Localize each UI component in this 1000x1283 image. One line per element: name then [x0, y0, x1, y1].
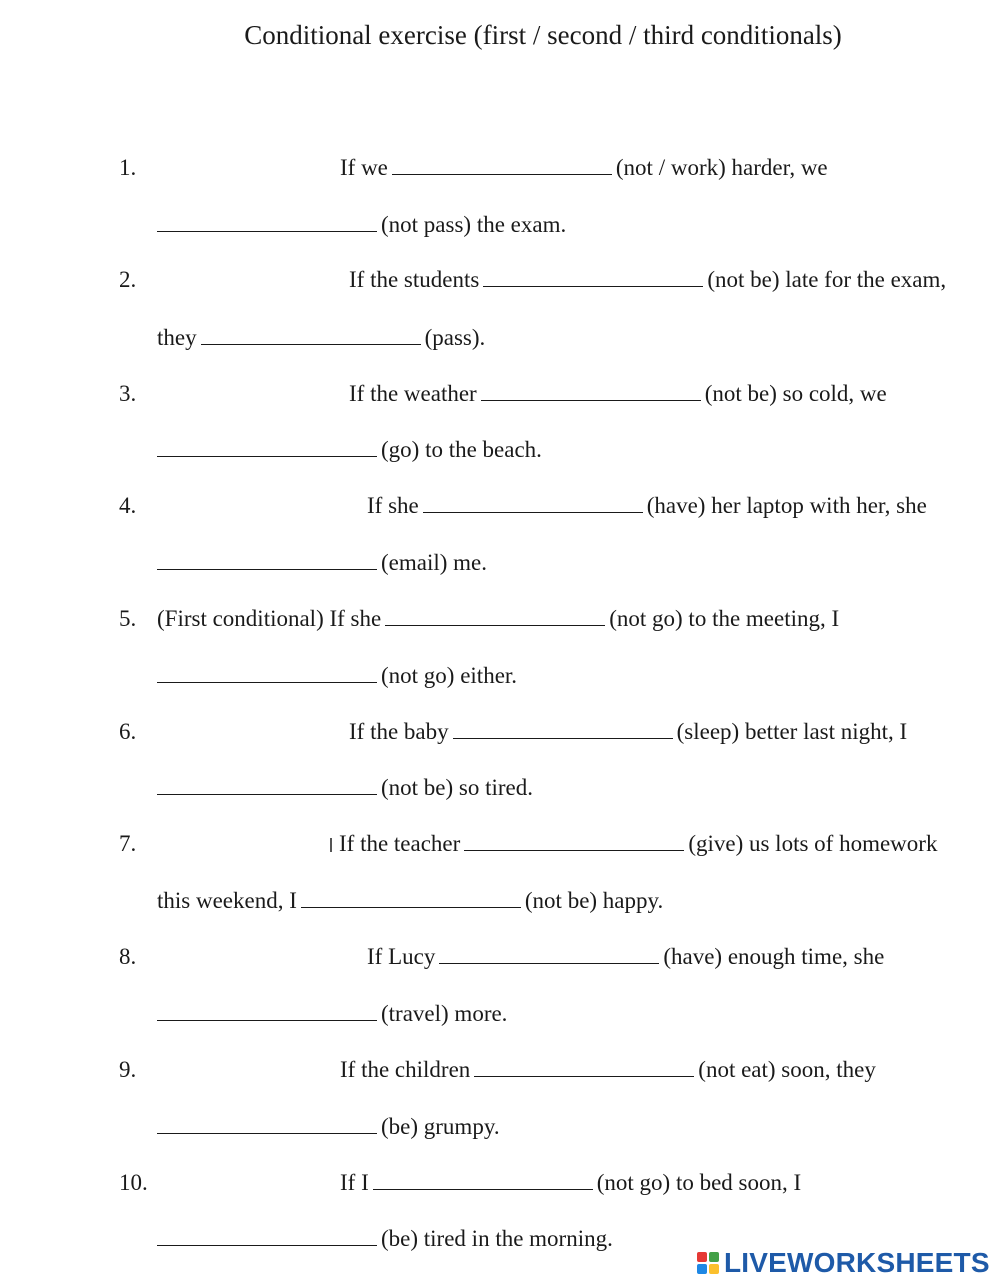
hint-text: (not go) either. [381, 663, 518, 688]
hint-text: (not be) so cold, we [704, 381, 887, 406]
logo-square [697, 1264, 707, 1274]
answer-blank[interactable] [373, 1166, 593, 1190]
answer-blank[interactable] [157, 771, 377, 795]
hint-text: (have) her laptop with her, she [646, 493, 927, 518]
brand-label: LIVEWORKSHEETS [724, 1247, 990, 1278]
answer-blank[interactable] [453, 715, 673, 739]
item-line-1 [157, 602, 839, 636]
prompt-text: If we [340, 155, 388, 180]
item-line-1 [330, 827, 937, 861]
item-line-2 [157, 659, 517, 693]
item-number: 2. [119, 267, 137, 292]
logo-square [709, 1264, 719, 1274]
item-line-1 [349, 263, 946, 297]
hint-text: (not pass) the exam. [381, 212, 567, 237]
logo-square [697, 1252, 707, 1262]
hint-text: (not be) so tired. [381, 775, 534, 800]
item-line-2 [157, 884, 663, 918]
item-line-1 [367, 489, 927, 523]
item-number: 1. [119, 155, 137, 180]
prompt-text: If the teacher [339, 831, 461, 856]
item-line-1 [340, 1053, 876, 1087]
page-title: Conditional exercise (first / second / third conditionals) [244, 20, 842, 50]
answer-blank[interactable] [464, 827, 684, 851]
answer-blank[interactable] [385, 602, 605, 626]
item-line-2 [157, 1222, 613, 1256]
hint-text: (not be) late for the exam, [707, 267, 947, 292]
item-line-2 [157, 546, 487, 580]
answer-blank[interactable] [474, 1053, 694, 1077]
item-number: 10. [119, 1170, 148, 1195]
prompt-text: (First conditional) If she [157, 606, 382, 631]
item-number: 6. [119, 719, 137, 744]
hint-text: (give) us lots of homework [688, 831, 938, 856]
answer-blank[interactable] [392, 151, 612, 175]
answer-blank[interactable] [157, 1222, 377, 1246]
hint-text: (sleep) better last night, I [676, 719, 908, 744]
item-number: 9. [119, 1057, 137, 1082]
prompt-text: If the baby [349, 719, 449, 744]
item-line-2 [157, 997, 507, 1031]
hint-text: (have) enough time, she [663, 944, 885, 969]
answer-blank[interactable] [157, 546, 377, 570]
prompt-text: they [157, 325, 197, 350]
item-number: 4. [119, 493, 137, 518]
answer-blank[interactable] [157, 208, 377, 232]
item-number: 5. [119, 606, 137, 631]
liveworksheets-icon [697, 1252, 719, 1274]
answer-blank[interactable] [157, 659, 377, 683]
hint-text: (not be) happy. [524, 888, 664, 913]
item-number: 7. [119, 831, 137, 856]
hint-text: (not / work) harder, we [615, 155, 828, 180]
item-line-1 [349, 715, 907, 749]
hint-text: (email) me. [381, 550, 488, 575]
item-line-1 [340, 151, 828, 185]
prompt-text: If I [340, 1170, 369, 1195]
logo-square [709, 1252, 719, 1262]
prompt-text: If Lucy [367, 944, 436, 969]
hint-text: (be) grumpy. [381, 1114, 500, 1139]
hint-text: (be) tired in the morning. [381, 1226, 613, 1251]
stray-mark [330, 838, 332, 852]
prompt-text: this weekend, I [157, 888, 297, 913]
prompt-text: If the children [340, 1057, 471, 1082]
item-number: 8. [119, 944, 137, 969]
item-line-2 [157, 771, 533, 805]
hint-text: (go) to the beach. [381, 437, 542, 462]
liveworksheets-logo[interactable] [697, 1248, 990, 1278]
item-number: 3. [119, 381, 137, 406]
answer-blank[interactable] [481, 377, 701, 401]
item-line-1 [340, 1166, 801, 1200]
answer-blank[interactable] [483, 263, 703, 287]
item-line-2 [157, 321, 485, 355]
answer-blank[interactable] [423, 489, 643, 513]
prompt-text: If she [367, 493, 419, 518]
item-line-2 [157, 433, 542, 467]
hint-text: (not eat) soon, they [698, 1057, 876, 1082]
prompt-text: If the students [349, 267, 480, 292]
answer-blank[interactable] [157, 997, 377, 1021]
hint-text: (not go) to the meeting, I [609, 606, 840, 631]
answer-blank[interactable] [201, 321, 421, 345]
answer-blank[interactable] [157, 433, 377, 457]
hint-text: (travel) more. [381, 1001, 508, 1026]
answer-blank[interactable] [157, 1110, 377, 1134]
item-line-2 [157, 1110, 500, 1144]
item-line-2 [157, 208, 566, 242]
answer-blank[interactable] [439, 940, 659, 964]
hint-text: (not go) to bed soon, I [596, 1170, 802, 1195]
item-line-1 [349, 377, 887, 411]
hint-text: (pass). [424, 325, 486, 350]
answer-blank[interactable] [301, 884, 521, 908]
prompt-text: If the weather [349, 381, 477, 406]
item-line-1 [367, 940, 884, 974]
